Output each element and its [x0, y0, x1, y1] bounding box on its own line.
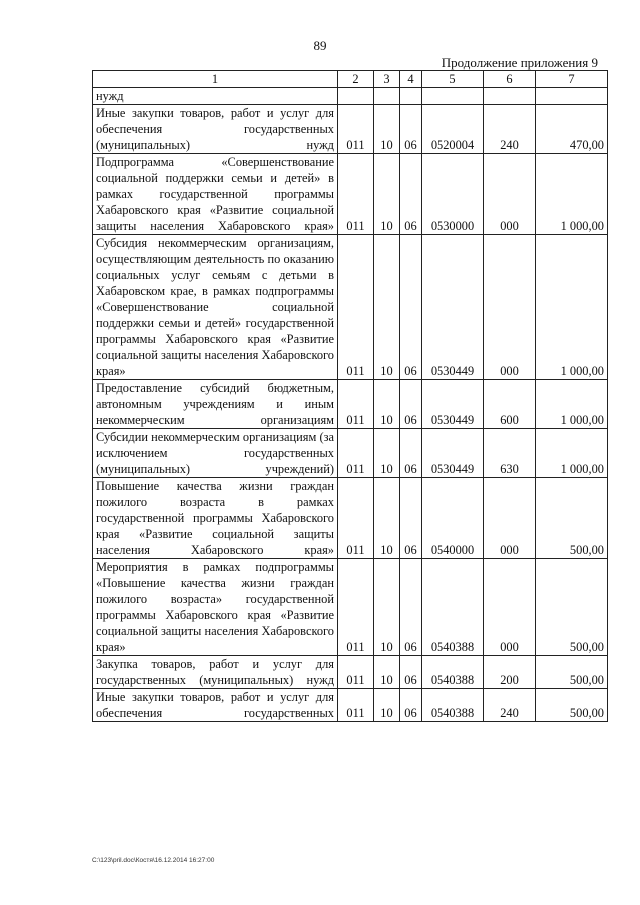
code-cell: 011	[338, 656, 374, 689]
row-name-cell: Подпрограмма «Совершенствование социальной поддержки семьи и детей» в рамках государственной программы Хабаровского края «Развитие социальной защиты населения Хабаровского края»	[93, 154, 338, 235]
row-name-cell: Мероприятия в рамках подпрограммы «Повышение качества жизни граждан пожилого возраста» государственной программы Хабаровского края «Развитие социальной защиты населения Хабаровского края»	[93, 559, 338, 656]
subsection-cell: 06	[400, 656, 422, 689]
table-row	[93, 380, 608, 429]
table-row	[93, 559, 608, 656]
subsection-cell: 06	[400, 105, 422, 154]
column-header: 7	[536, 71, 608, 88]
target-article-cell: 0540000	[422, 478, 484, 559]
code-cell	[338, 88, 374, 105]
table-row	[93, 656, 608, 689]
expense-type-cell: 630	[484, 429, 536, 478]
amount-cell: 500,00	[536, 656, 608, 689]
code-cell: 011	[338, 105, 374, 154]
amount-cell: 1 000,00	[536, 429, 608, 478]
code-cell: 011	[338, 235, 374, 380]
row-name-cell: Иные закупки товаров, работ и услуг для обеспечения государственных (муниципальных) нужд	[93, 105, 338, 154]
amount-cell: 500,00	[536, 559, 608, 656]
subsection-cell: 06	[400, 429, 422, 478]
row-name-cell: Предоставление субсидий бюджетным, автономным учреждениям и иным некоммерческим организациям	[93, 380, 338, 429]
column-header: 6	[484, 71, 536, 88]
section-cell	[374, 88, 400, 105]
expense-type-cell: 000	[484, 478, 536, 559]
amount-cell: 1 000,00	[536, 154, 608, 235]
table-row	[93, 105, 608, 154]
table-row	[93, 689, 608, 722]
row-name-cell: Субсидии некоммерческим организациям (за исключением государственных (муниципальных) учреждений)	[93, 429, 338, 478]
expense-type-cell: 600	[484, 380, 536, 429]
expense-type-cell: 240	[484, 689, 536, 722]
row-name-cell: нужд	[93, 88, 338, 105]
table-header-row	[93, 71, 608, 88]
subsection-cell	[400, 88, 422, 105]
expense-type-cell: 240	[484, 105, 536, 154]
amount-cell: 1 000,00	[536, 380, 608, 429]
target-article-cell: 0530449	[422, 429, 484, 478]
section-cell: 10	[374, 429, 400, 478]
amount-cell: 500,00	[536, 689, 608, 722]
amount-cell: 1 000,00	[536, 235, 608, 380]
target-article-cell: 0530449	[422, 380, 484, 429]
amount-cell	[536, 88, 608, 105]
expense-type-cell: 000	[484, 559, 536, 656]
appendix-continuation: Продолжение приложения 9	[441, 55, 598, 70]
column-header: 1	[93, 71, 338, 88]
target-article-cell: 0540388	[422, 559, 484, 656]
section-cell: 10	[374, 380, 400, 429]
column-header: 2	[338, 71, 374, 88]
subsection-cell: 06	[400, 380, 422, 429]
code-cell: 011	[338, 689, 374, 722]
target-article-cell: 0540388	[422, 656, 484, 689]
target-article-cell: 0530449	[422, 235, 484, 380]
column-header: 5	[422, 71, 484, 88]
target-article-cell: 0530000	[422, 154, 484, 235]
code-cell: 011	[338, 559, 374, 656]
amount-cell: 500,00	[536, 478, 608, 559]
section-cell: 10	[374, 154, 400, 235]
subsection-cell: 06	[400, 689, 422, 722]
row-name-cell: Субсидия некоммерческим организациям, осуществляющим деятельность по оказанию социальных услуг семьям с детьми в Хабаровском крае, в рамках подпрограммы «Совершенствование социальной поддержки семьи и детей» государственной программы Хабаровского края «Развитие социальной защиты населения Хабаровского края»	[93, 235, 338, 380]
table-row	[93, 235, 608, 380]
expense-type-cell: 200	[484, 656, 536, 689]
budget-table	[92, 70, 608, 722]
section-cell: 10	[374, 689, 400, 722]
target-article-cell: 0520004	[422, 105, 484, 154]
table-row	[93, 478, 608, 559]
expense-type-cell	[484, 88, 536, 105]
row-name-cell: Повышение качества жизни граждан пожилого возраста в рамках государственной программы Хабаровского края «Развитие социальной защиты населения Хабаровского края»	[93, 478, 338, 559]
code-cell: 011	[338, 154, 374, 235]
section-cell: 10	[374, 478, 400, 559]
code-cell: 011	[338, 478, 374, 559]
subsection-cell: 06	[400, 478, 422, 559]
page-number: 89	[313, 38, 327, 53]
table-row	[93, 429, 608, 478]
column-header: 3	[374, 71, 400, 88]
subsection-cell: 06	[400, 559, 422, 656]
section-cell: 10	[374, 656, 400, 689]
table-row	[93, 154, 608, 235]
subsection-cell: 06	[400, 235, 422, 380]
target-article-cell	[422, 88, 484, 105]
footer-file-path: C:\123\pril.doc\Костя\16.12.2014 16:27:00	[92, 857, 215, 864]
column-header: 4	[400, 71, 422, 88]
section-cell: 10	[374, 105, 400, 154]
section-cell: 10	[374, 559, 400, 656]
table-row	[93, 88, 608, 105]
code-cell: 011	[338, 380, 374, 429]
expense-type-cell: 000	[484, 154, 536, 235]
code-cell: 011	[338, 429, 374, 478]
target-article-cell: 0540388	[422, 689, 484, 722]
expense-type-cell: 000	[484, 235, 536, 380]
subsection-cell: 06	[400, 154, 422, 235]
row-name-cell: Иные закупки товаров, работ и услуг для обеспечения государственных	[93, 689, 338, 722]
amount-cell: 470,00	[536, 105, 608, 154]
row-name-cell: Закупка товаров, работ и услуг для государственных (муниципальных) нужд	[93, 656, 338, 689]
section-cell: 10	[374, 235, 400, 380]
